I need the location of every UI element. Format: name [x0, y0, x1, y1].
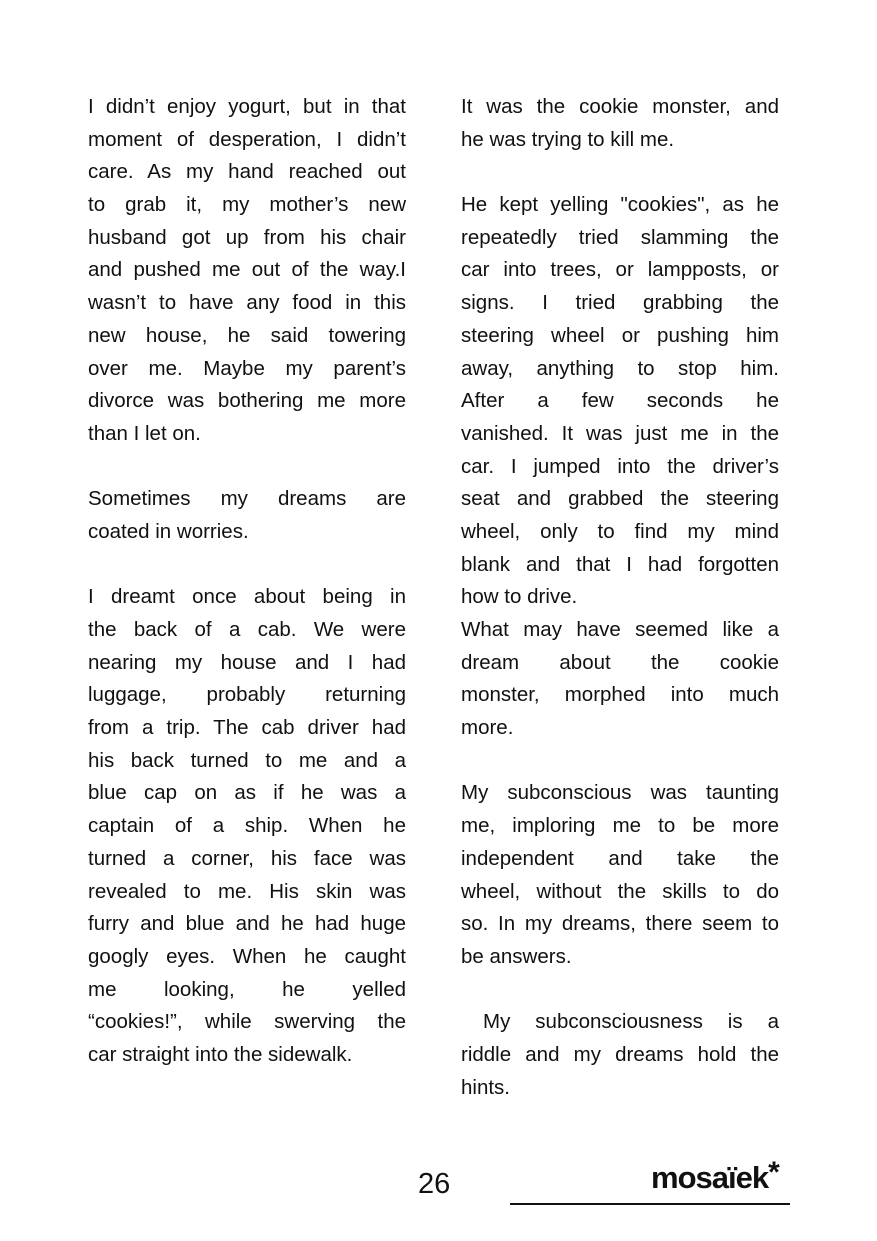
text-line: It was the cookie monster, and: [461, 95, 779, 118]
text-line: What may have seemed like a: [461, 618, 779, 641]
text-line: googly eyes. When he caught: [88, 944, 406, 968]
text-line: monster, morphed into much: [461, 683, 779, 707]
footer-divider: [510, 1203, 790, 1205]
text-line: his back turned to me and a: [88, 748, 406, 772]
text-line: wasn’t to have any food in this: [88, 291, 406, 315]
text-line: vanished. It was just me in the: [461, 421, 779, 445]
logo-text: mosaïek: [651, 1160, 769, 1195]
text-line: captain of a ship. When he: [88, 814, 406, 838]
text-line: coated in worries.: [88, 519, 249, 543]
paragraph: [461, 777, 779, 973]
text-line: he was trying to kill me.: [461, 127, 675, 151]
text-line: away, anything to stop him.: [461, 356, 779, 380]
text-line: blank and that I had forgotten: [461, 552, 779, 576]
left-text-column: [88, 91, 406, 1072]
text-line: how to drive.: [461, 585, 578, 609]
text-line: car. I jumped into the driver’s: [461, 454, 779, 478]
text-line: dream about the cookie: [461, 650, 779, 674]
text-line: be answers.: [461, 944, 572, 968]
right-text-column: [461, 91, 779, 1104]
text-line: riddle and my dreams hold the: [461, 1042, 779, 1066]
paragraph: [88, 581, 406, 1071]
text-line: and pushed me out of the way.I: [88, 258, 406, 282]
text-line: luggage, probably returning: [88, 683, 406, 707]
text-line: car straight into the sidewalk.: [88, 1042, 353, 1066]
text-line: hints.: [461, 1075, 510, 1099]
text-line: repeatedly tried slamming the: [461, 225, 779, 249]
text-line: so. In my dreams, there seem to: [461, 912, 779, 936]
text-line: My subconsciousness is a: [483, 1010, 779, 1034]
paragraph: [88, 91, 406, 451]
text-line: nearing my house and I had: [88, 650, 406, 674]
text-line: I dreamt once about being in: [88, 585, 406, 609]
text-line: blue cap on as if he was a: [88, 781, 406, 805]
text-line: husband got up from his chair: [88, 225, 406, 249]
paragraph: [461, 189, 779, 614]
text-line: to grab it, my mother’s new: [88, 193, 406, 217]
text-line: me looking, he yelled: [88, 977, 406, 1001]
text-line: turned a corner, his face was: [88, 846, 406, 870]
text-line: After a few seconds he: [461, 389, 779, 413]
text-line: My subconscious was taunting: [461, 781, 779, 805]
text-line: furry and blue and he had huge: [88, 912, 406, 936]
text-line: seat and grabbed the steering: [461, 487, 779, 511]
text-line: steering wheel or pushing him: [461, 323, 779, 347]
text-line: moment of desperation, I didn’t: [88, 127, 406, 151]
text-line: signs. I tried grabbing the: [461, 291, 779, 315]
text-line: independent and take the: [461, 846, 779, 870]
page-number: 26: [418, 1168, 451, 1200]
text-line: more.: [461, 716, 514, 740]
text-line: car into trees, or lampposts, or: [461, 258, 779, 282]
text-line: me, imploring me to be more: [461, 814, 779, 838]
text-line: care. As my hand reached out: [88, 160, 406, 184]
text-line: revealed to me. His skin was: [88, 879, 406, 903]
text-line: I didn’t enjoy yogurt, but in that: [88, 95, 406, 118]
text-line: new house, he said towering: [88, 323, 406, 347]
text-line: wheel, without the skills to do: [461, 879, 779, 903]
text-line: He kept yelling "cookies", as he: [461, 193, 779, 217]
text-line: than I let on.: [88, 421, 201, 445]
text-line: divorce was bothering me more: [88, 389, 406, 413]
paragraph: [88, 483, 406, 548]
text-line: Sometimes my dreams are: [88, 487, 406, 511]
text-line: “cookies!”, while swerving the: [88, 1010, 406, 1034]
text-line: wheel, only to find my mind: [461, 519, 779, 543]
text-line: over me. Maybe my parent’s: [88, 356, 406, 380]
text-line: the back of a cab. We were: [88, 618, 406, 641]
logo-asterisk: *: [768, 1156, 779, 1189]
paragraph: [461, 614, 779, 745]
paragraph: [461, 91, 779, 156]
paragraph: [461, 1006, 779, 1104]
mosaiek-logo: [651, 1156, 779, 1196]
text-line: from a trip. The cab driver had: [88, 716, 406, 740]
